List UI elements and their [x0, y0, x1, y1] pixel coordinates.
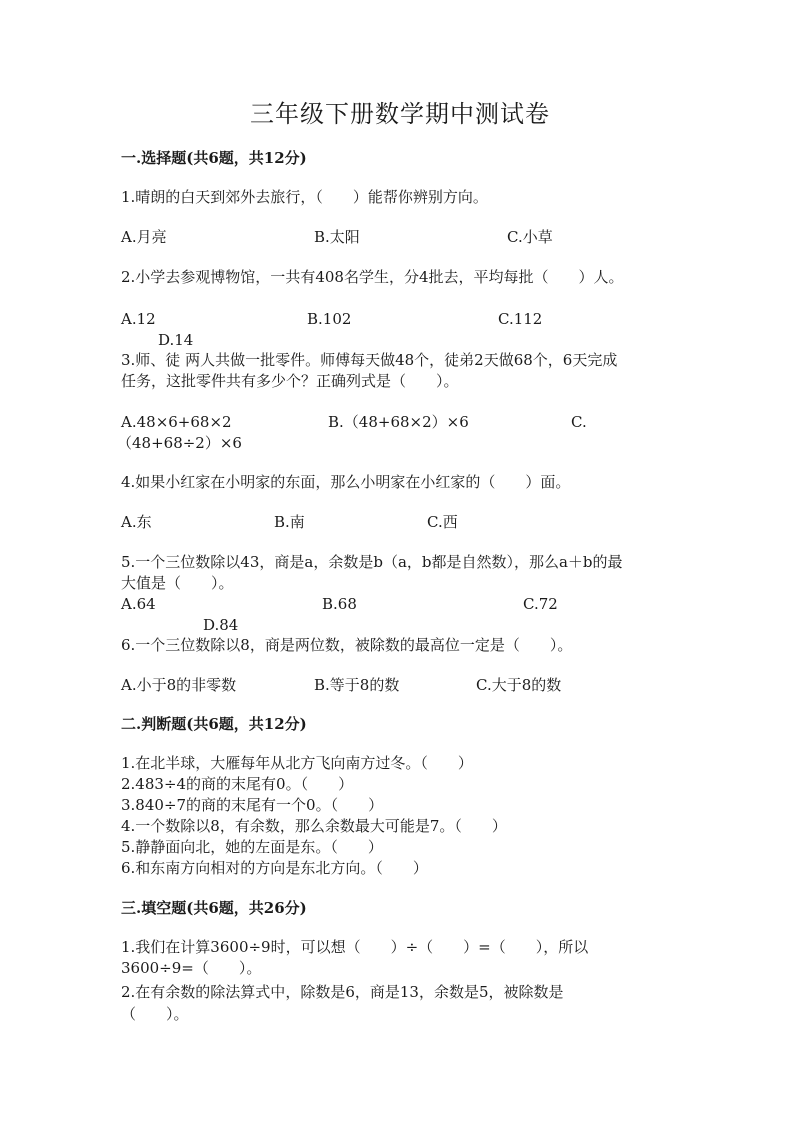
option-b: B.102	[307, 310, 352, 328]
option-b: B.太阳	[314, 228, 360, 246]
judgement-item: 6.和东南方向相对的方向是东北方向。（ ）	[121, 859, 428, 877]
option-a: A.12	[121, 310, 156, 328]
option-b: B.南	[274, 513, 305, 531]
question-text: 4.如果小红家在小明家的东面，那么小明家在小红家的（ ）面。	[121, 473, 571, 491]
option-b: B.等于8的数	[314, 676, 400, 694]
option-c: C.西	[427, 513, 458, 531]
option-a: A.48×6+68×2	[121, 413, 232, 431]
option-b: B.68	[322, 595, 357, 613]
question-text: 5.一个三位数除以43，商是a，余数是b（a，b都是自然数），那么a＋b的最	[121, 553, 623, 571]
option-d: D.84	[203, 616, 239, 634]
question-text: 大值是（ ）。	[121, 574, 234, 592]
option-c: C.72	[523, 595, 558, 613]
option-d: D.14	[158, 331, 194, 349]
question-text: 2.在有余数的除法算式中，除数是6，商是13，余数是5，被除数是	[121, 983, 564, 1001]
judgement-item: 4.一个数除以8，有余数，那么余数最大可能是7。（ ）	[121, 817, 507, 835]
question-text: 任务，这批零件共有多少个？正确列式是（ ）。	[121, 372, 459, 390]
question-text: 1.我们在计算3600÷9时，可以想（ ）÷（ ）=（ ），所以	[121, 938, 589, 956]
option-a: A.小于8的非零数	[121, 676, 237, 694]
option-b: B.（48+68×2）×6	[328, 413, 469, 431]
option-a: A.东	[121, 513, 152, 531]
option-c: C.小草	[507, 228, 553, 246]
question-text: 3.师、徒 两人共做一批零件。师傅每天做48个，徒弟2天做68个，6天完成	[121, 351, 618, 369]
judgement-item: 1.在北半球，大雁每年从北方飞向南方过冬。（ ）	[121, 754, 473, 772]
option-a: A.64	[121, 595, 156, 613]
judgement-item: 5.静静面向北，她的左面是东。（ ）	[121, 838, 383, 856]
option-c: C.112	[498, 310, 543, 328]
question-text: （ ）。	[121, 1005, 189, 1023]
judgement-item: 2.483÷4的商的末尾有0。（ ）	[121, 775, 354, 793]
judgement-item: 3.840÷7的商的末尾有一个0。（ ）	[121, 796, 384, 814]
section-heading-fill-in: 三.填空题(共6题，共26分)	[121, 899, 307, 917]
section-heading-judgement: 二.判断题(共6题，共12分)	[121, 715, 307, 733]
question-text: 3600÷9=（ ）。	[121, 959, 262, 977]
page-title: 三年级下册数学期中测试卷	[250, 100, 550, 128]
option-c-continued: （48+68÷2）×6	[117, 434, 242, 452]
option-c: C.大于8的数	[476, 676, 562, 694]
option-c: C.	[571, 413, 587, 431]
option-a: A.月亮	[121, 228, 167, 246]
section-heading-choice: 一.选择题(共6题，共12分)	[121, 149, 307, 167]
question-text: 2.小学去参观博物馆，一共有408名学生，分4批去，平均每批（ ）人。	[121, 268, 624, 286]
question-text: 1.晴朗的白天到郊外去旅行，（ ）能帮你辨别方向。	[121, 188, 488, 206]
question-text: 6.一个三位数除以8，商是两位数，被除数的最高位一定是（ ）。	[121, 636, 573, 654]
